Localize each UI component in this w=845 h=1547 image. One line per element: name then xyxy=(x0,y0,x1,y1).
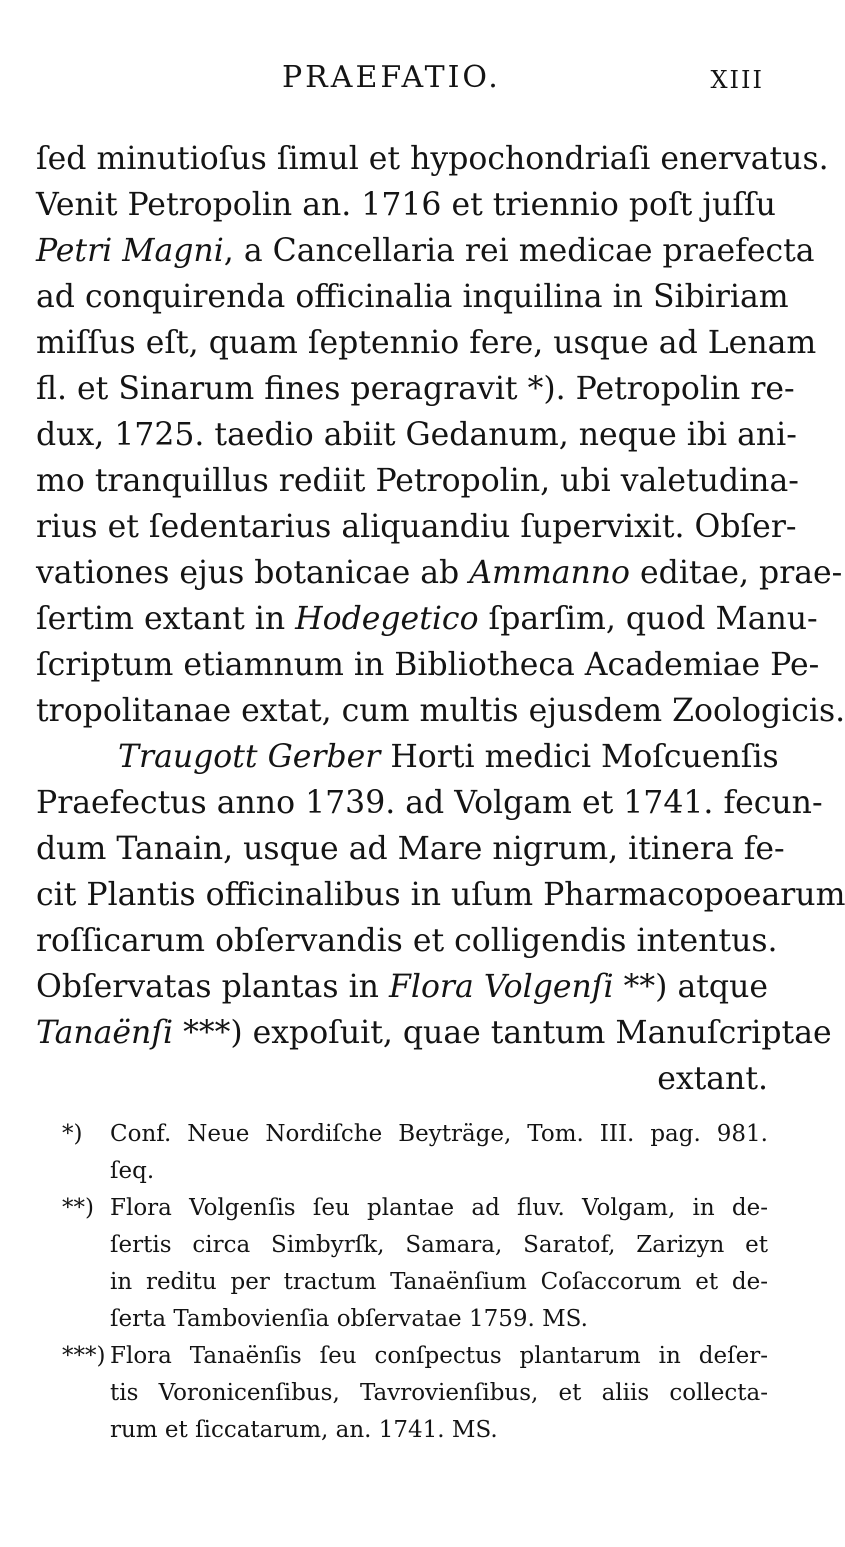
footnote-marker: **) xyxy=(62,1195,94,1221)
running-title: PRAEFATIO. xyxy=(282,60,501,95)
text-line xyxy=(36,596,818,642)
footnote-text: Flora Volgenſis ſeu plantae ad fluv. Volgam, in de- xyxy=(110,1195,768,1221)
footnote-1 xyxy=(62,1116,768,1153)
footnotes xyxy=(62,1116,768,1449)
main-text xyxy=(36,136,845,1102)
text-line xyxy=(36,734,779,780)
text-span: vationes ejus botanicae ab xyxy=(36,555,470,591)
footnote-line: rum et ſiccatarum, an. 1741. MS. xyxy=(110,1417,498,1443)
footnote-line: tis Voronicenſibus, Tavrovienſibus, et aliis collecta- xyxy=(110,1380,768,1406)
text-line: ſed minutioſus ſimul et hypochondriaſi enervatus. xyxy=(36,141,829,177)
italic-title: Hodegetico xyxy=(295,601,479,637)
text-span: , a Cancellaria rei medicae praefecta xyxy=(223,233,815,269)
text-line: extant. xyxy=(657,1061,768,1097)
text-span: Horti medici Moſcuenſis xyxy=(380,739,779,775)
italic-name: Ammanno xyxy=(469,555,631,591)
footnote-text: Flora Tanaënſis ſeu conſpectus plantarum in deſer- xyxy=(110,1343,768,1369)
text-line: rius et ſedentarius aliquandiu ſupervixit. Obſer- xyxy=(36,509,797,545)
page-number: XIII xyxy=(710,66,764,94)
footnote-line: ſeq. xyxy=(110,1158,155,1184)
text-line xyxy=(36,1010,832,1056)
italic-name: Traugott Gerber xyxy=(118,739,381,775)
text-line: dum Tanain, usque ad Mare nigrum, itinera fe- xyxy=(36,831,785,867)
footnote-3 xyxy=(62,1338,768,1375)
footnote-line: ſerta Tambovienſia obſervatae 1759. MS. xyxy=(110,1306,588,1332)
italic-name: Petri Magni xyxy=(36,233,224,269)
text-line: miſſus eſt, quam ſeptennio fere, usque ad Lenam xyxy=(36,325,817,361)
text-span: ſertim extant in xyxy=(36,601,296,637)
text-line: ad conquirenda officinalia inquilina in Sibiriam xyxy=(36,279,789,315)
footnote-marker: ***) xyxy=(62,1343,106,1369)
text-line xyxy=(36,228,815,274)
italic-title: Tanaënſi xyxy=(36,1015,174,1051)
text-line: dux, 1725. taedio abiit Gedanum, neque ibi ani- xyxy=(36,417,797,453)
text-line: mo tranquillus rediit Petropolin, ubi valetudina- xyxy=(36,463,799,499)
footnote-line: ſertis circa Simbyrſk, Samara, Saratof, Zarizyn et xyxy=(110,1232,768,1258)
text-span: editae, prae- xyxy=(630,555,843,591)
footnote-text: Conf. Neue Nordiſche Beyträge, Tom. III. pag. 981. xyxy=(110,1121,768,1147)
text-line: Venit Petropolin an. 1716 et triennio poſt juſſu xyxy=(36,187,776,223)
text-line xyxy=(36,550,843,596)
text-line xyxy=(36,964,768,1010)
text-line: Praefectus anno 1739. ad Volgam et 1741. fecun- xyxy=(36,785,823,821)
running-header xyxy=(0,60,800,104)
text-span: ***) expoſuit, quae tantum Manuſcriptae xyxy=(173,1015,832,1051)
text-line: ſcriptum etiamnum in Bibliotheca Academiae Pe- xyxy=(36,647,820,683)
italic-title: Flora Volgenſi xyxy=(389,969,614,1005)
footnote-2 xyxy=(62,1190,768,1227)
text-span: Obſervatas plantas in xyxy=(36,969,390,1005)
text-line: roſſicarum obſervandis et colligendis intentus. xyxy=(36,923,778,959)
footnote-line: in reditu per tractum Tanaënſium Coſaccorum et de- xyxy=(110,1269,768,1295)
text-span: **) atque xyxy=(613,969,769,1005)
footnote-marker: *) xyxy=(62,1121,83,1147)
text-line: cit Plantis officinalibus in uſum Pharmacopoearum xyxy=(36,877,845,913)
text-line: fl. et Sinarum fines peragravit *). Petropolin re- xyxy=(36,371,795,407)
text-span: ſparſim, quod Manu- xyxy=(478,601,818,637)
text-line: tropolitanae extat, cum multis ejusdem Zoologicis. xyxy=(36,693,845,729)
